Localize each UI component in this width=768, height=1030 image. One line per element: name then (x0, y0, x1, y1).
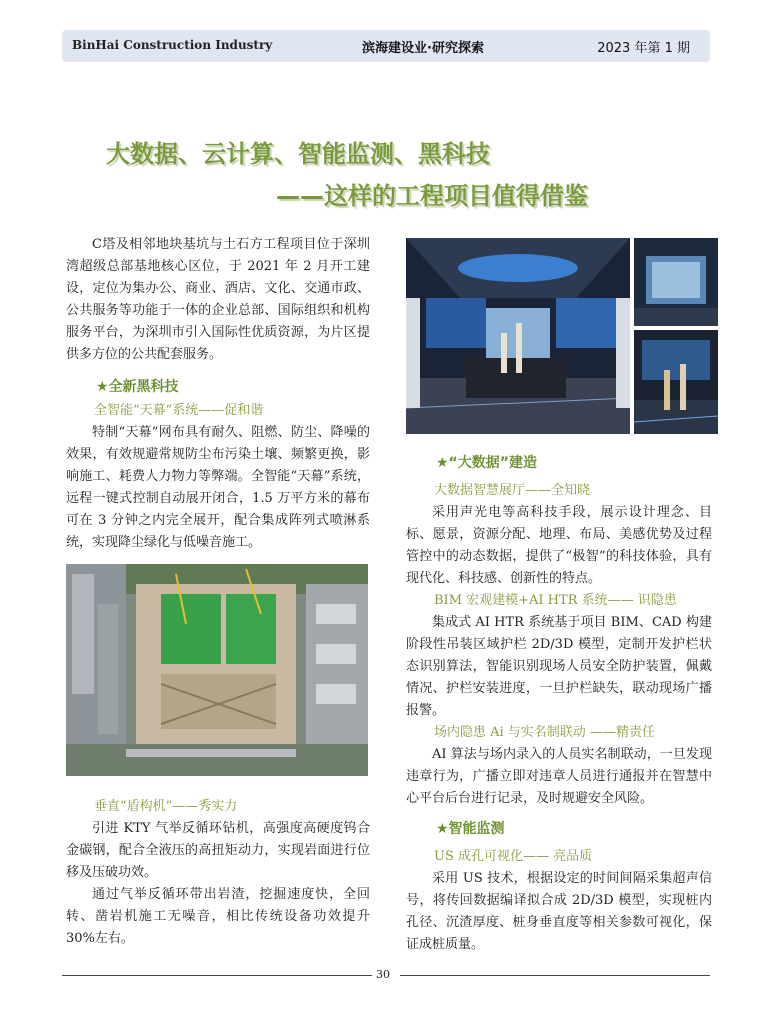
section-heading-monitoring: ★智能监测 (436, 821, 505, 837)
exhibition-model-photo (634, 330, 718, 434)
page-number: 30 (376, 968, 390, 981)
ai-realname-paragraph: AI 算法与场内录入的人员实名制联动，一旦发现违章行为，广播立即对违章人员进行通报并在智慧中心平台后台进行记录，及时规避安全风险。 (406, 747, 712, 806)
us-visualization-paragraph: 采用 US 技术，根据设定的时间间隔采集超声信号，将传回数据编译拟合成 2D/3D 模型，实现桩内孔径、沉渣厚度、桩身垂直度等相关参数可视化，保证成桩质量。 (406, 871, 712, 952)
shield-paragraph-2: 通过气举反循环带出岩渣，挖掘速度快，全回转、凿岩机施工无噪音，相比传统设备功效提升 30%左右。 (66, 887, 370, 946)
right-column (406, 450, 712, 956)
exhibition-screen-photo (634, 238, 718, 326)
section-heading-big-data: ★“大数据”建造 (436, 455, 537, 471)
journal-section-name: 滨海建设业·研究探索 (362, 41, 484, 56)
subheading-us-visualization: US 成孔可视化—— 亮品质 (434, 849, 593, 864)
footer-rule-left (62, 975, 372, 976)
shield-paragraph-1: 引进 KTY 气举反循环钻机，高强度高硬度钨合金碳钢，配合全液压的高扭矩动力，实现岩面进行位移及压破功效。 (66, 821, 370, 880)
article-title-line2: ——这样的工程项目值得借鉴 (276, 182, 588, 210)
subheading-sky-curtain: 全智能“天幕”系统——促和谐 (94, 403, 264, 418)
running-header (62, 30, 710, 62)
left-column-bottom (66, 796, 370, 950)
footer-rule-right (400, 975, 710, 976)
section-heading-black-tech: ★全新黑科技 (96, 379, 179, 395)
sky-curtain-paragraph: 特制“天幕”网布具有耐久、阻燃、防尘、降噪的效果，有效规避常规防尘布污染土壤、频繁更换，影响施工、耗费人力物力等弊端。全智能“天幕”系统，远程一键式控制自动展开闭合，1.5 万平方米的幕布可在 3 分钟之内完全展开，配合集成阵列式喷淋系统，实现降尘绿化与低噪音施工。 (66, 425, 370, 550)
smart-exhibition-hall-photo (406, 238, 630, 434)
left-column-top (66, 234, 370, 554)
construction-site-aerial-photo (66, 564, 368, 776)
bim-ai-paragraph: 集成式 AI HTR 系统基于项目 BIM、CAD 构建阶段性吊装区域护栏 2D/3D 模型，定制开发护栏状态识别算法，智能识别现场人员安全防护装置，佩戴情况、护栏安装进度，一旦护栏缺失，联动现场广播报警。 (406, 615, 712, 718)
article-title-line1: 大数据、云计算、智能监测、黑科技 (106, 140, 490, 168)
subheading-shield-machine: 垂直“盾构机”——秀实力 (94, 799, 238, 814)
intro-paragraph: C塔及相邻地块基坑与土石方工程项目位于深圳湾超级总部基地核心区位，于 2021 年 2 月开工建设，定位为集办公、商业、酒店、文化、交通市政、公共服务等功能于一体的企业总部、国际组织和机构服务平台，为深圳市引入国际性优质资源，为片区提供多方位的公共配套服务。 (66, 237, 370, 362)
journal-english-name: BinHai Construction Industry (72, 38, 273, 52)
subheading-exhibition-hall: 大数据智慧展厅——全知晓 (434, 483, 591, 498)
issue-number: 2023 年第 1 期 (597, 41, 690, 56)
subheading-bim-ai: BIM 宏观建模+AI HTR 系统—— 识隐患 (434, 593, 677, 608)
exhibition-hall-paragraph: 采用声光电等高科技手段，展示设计理念、目标、愿景，资源分配、地理、布局、美感优势及过程管控中的动态数据，提供了“极智”的科技体验，具有现代化、科技感、创新性的特点。 (406, 505, 712, 586)
subheading-ai-realname: 场内隐患 Ai 与实名制联动 ——精责任 (434, 725, 655, 740)
